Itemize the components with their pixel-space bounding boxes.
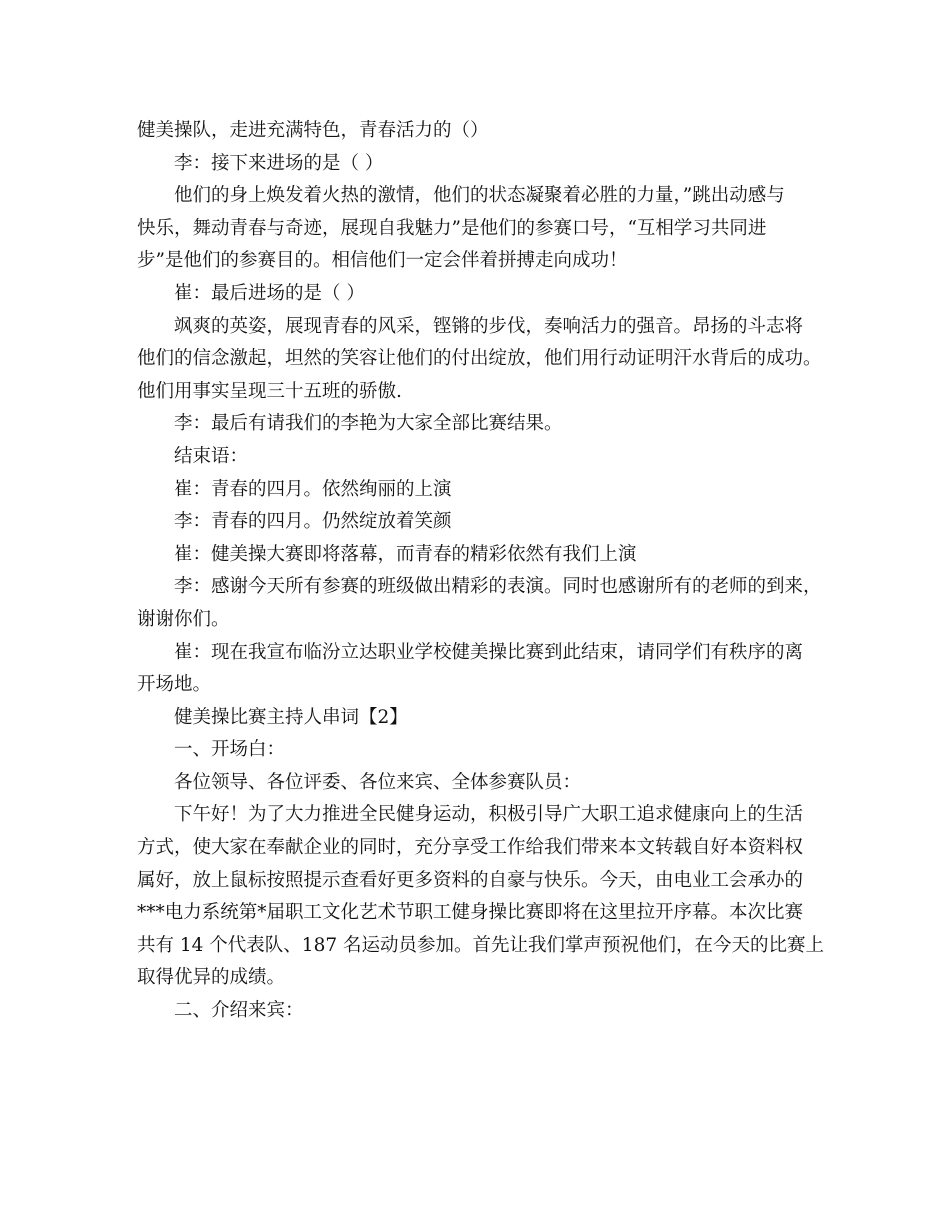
paragraph-line: 李：青春的四月。仍然绽放着笑颜	[174, 511, 452, 533]
section-heading: 二、介绍来宾：	[174, 1000, 304, 1022]
paragraph-line: 李：感谢今天所有参赛的班级做出精彩的表演。同时也感谢所有的老师的到来，	[174, 576, 822, 598]
paragraph-line: 健美操队，走进充满特色，青春活力的（）	[137, 120, 489, 141]
paragraph-line: 步”是他们的参赛目的。相信他们一定会伴着拼搏走向成功！	[137, 250, 628, 272]
paragraph-line: 崔：健美操大赛即将落幕，而青春的精彩依然有我们上演	[174, 543, 637, 565]
paragraph-line: 崔：青春的四月。依然绚丽的上演	[174, 478, 452, 500]
paragraph-line: 崔：现在我宣布临汾立达职业学校健美操比赛到此结束，请同学们有秩序的离	[174, 641, 804, 663]
paragraph-line: 他们的身上焕发着火热的激情，他们的状态凝聚着必胜的力量，”跳出动感与	[174, 185, 785, 207]
paragraph-line: 飒爽的英姿，展现青春的风采，铿锵的步伐，奏响活力的强音。昂扬的斗志将	[174, 315, 804, 337]
paragraph-line: 快乐，舞动青春与奇迹，展现自我魅力”是他们的参赛口号，“互相学习共同进	[137, 217, 767, 239]
paragraph-line: 共有 14 个代表队、187 名运动员参加。首先让我们掌声预祝他们，在今天的比赛上	[137, 934, 824, 956]
paragraph-line: ***电力系统第*届职工文化艺术节职工健身操比赛即将在这里拉开序幕。本次比赛	[137, 902, 804, 924]
section-heading: 一、开场白：	[174, 739, 286, 761]
paragraph-line: 他们的信念激起，坦然的笑容让他们的付出绽放，他们用行动证明汗水背后的成功。	[137, 348, 822, 370]
paragraph-line: 李：最后有请我们的李艳为大家全部比赛结果。	[174, 413, 563, 435]
section-heading: 结束语：	[174, 445, 249, 467]
document-body	[137, 115, 827, 1028]
paragraph-line: 各位领导、各位评委、各位来宾、全体参赛队员：	[174, 771, 582, 793]
paragraph-line: 方式，使大家在奉献企业的同时，充分享受工作给我们带来本文转载自好本资料权	[137, 837, 804, 859]
section-heading: 健美操比赛主持人串词【2】	[174, 706, 408, 728]
paragraph-line: 属好，放上鼠标按照提示查看好更多资料的自豪与快乐。今天，由电业工会承办的	[137, 869, 804, 891]
paragraph-line: 取得优异的成绩。	[137, 967, 286, 989]
paragraph-line: 下午好！为了大力推进全民健身运动，积极引导广大职工追求健康向上的生活	[174, 804, 804, 826]
paragraph-line: 开场地。	[137, 674, 212, 696]
paragraph-line: 谢谢你们。	[137, 608, 230, 630]
paragraph-line: 他们用事实呈现三十五班的骄傲.	[137, 380, 402, 402]
paragraph-line: 崔：最后进场的是（ ）	[174, 282, 365, 304]
paragraph-line: 李：接下来进场的是（ ）	[174, 152, 384, 174]
